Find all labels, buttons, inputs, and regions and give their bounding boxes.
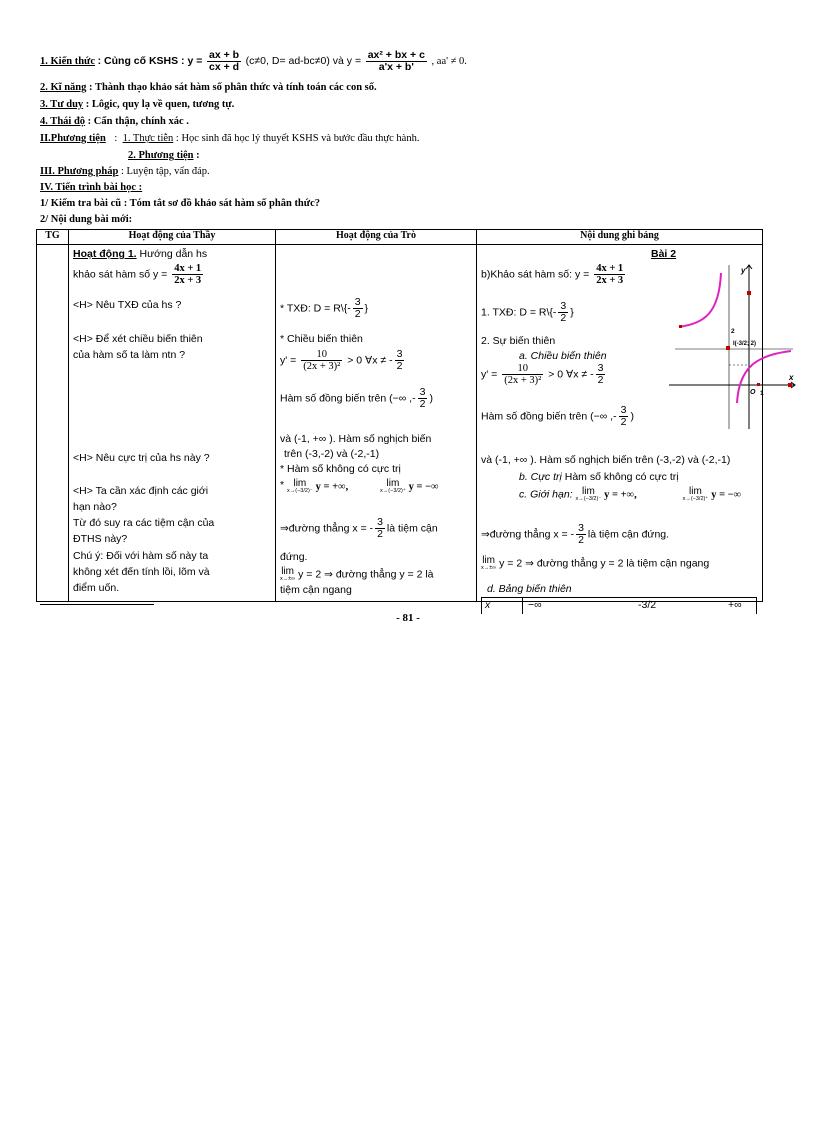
gb-nghich-bien: và (-1, +∞ ). Hàm số nghịch biến trên (-3,-2) và (-2,-1) bbox=[481, 454, 731, 466]
ki-nang-line bbox=[40, 82, 377, 93]
gb-gioi-han: c. Giới hạn: lim x→(−3/2)⁻ y = +∞, lim x→(−3/2)⁺ y = −∞ bbox=[519, 486, 742, 502]
phuong-tien-label: II.Phương tiện bbox=[40, 133, 106, 144]
page-number: - 81 - bbox=[396, 612, 420, 624]
phuong-phap-label: III. Phương pháp bbox=[40, 166, 119, 177]
thay-function-line: khảo sát hàm số y = $\frac{4x + 1}{2x + 3}$ bbox=[73, 263, 202, 287]
gb-su-bien-thien: 2. Sự biến thiên bbox=[481, 335, 556, 347]
note-line-2: không xét đến tính lồi, lõm và bbox=[73, 566, 210, 578]
graph-x-label: x bbox=[789, 373, 794, 382]
tu-duy-line bbox=[40, 99, 234, 110]
gb-tiem-can-dung: ⇒đường thẳng x = - $\frac{3}{2}$ là tiệm cận đứng. bbox=[481, 522, 670, 547]
tien-trinh-heading: IV. Tiến trình bài học : bbox=[40, 182, 143, 193]
gb-function-line: b)Khảo sát hàm số: y = $\frac{4x + 1}{2x + 3}$ bbox=[481, 263, 624, 287]
footnote-divider bbox=[40, 604, 154, 605]
tg-cell bbox=[37, 245, 69, 602]
gb-dong-bien: Hàm số đồng biến trên (−∞ ,- $\frac{3}{2}$ ) bbox=[481, 404, 634, 429]
thai-do-text: : Cẩn thận, chính xác . bbox=[87, 116, 189, 127]
question-tiem-can-2: ĐTHS này? bbox=[73, 533, 128, 545]
question-tiem-can-1: Từ đó suy ra các tiệm cận của bbox=[73, 517, 215, 529]
graph-y-label: y bbox=[741, 266, 746, 275]
question-cuc-tri: <H> Nêu cực trị của hs này ? bbox=[73, 452, 210, 464]
kien-thuc-fraction-1: $\frac{ax + b}{cx + d}$ bbox=[208, 49, 240, 74]
table-header-row bbox=[37, 230, 763, 245]
thuc-tien-label: : 1. Thực tiễn bbox=[114, 133, 174, 144]
kien-thuc-end: , aa' ≠ 0. bbox=[431, 55, 467, 67]
thuc-tien-text: : Học sinh đã học lý thuyết KSHS và bước đầu thực hành. bbox=[175, 133, 420, 144]
question-gioi-han-2: hạn nào? bbox=[73, 501, 117, 513]
phuong-phap-text: : Luyện tập, vấn đáp. bbox=[121, 166, 210, 177]
lesson-table bbox=[36, 229, 794, 611]
graph-two-label: 2 bbox=[731, 328, 735, 335]
thay-fraction: $\frac{4x + 1}{2x + 3}$ bbox=[174, 263, 202, 287]
kien-thuc-line bbox=[40, 50, 467, 73]
question-gioi-han-1: <H> Ta cần xác định các giới bbox=[73, 485, 209, 497]
variation-mid: -3/2 bbox=[638, 599, 657, 611]
hoat-dong-title: Hoạt động 1. Hướng dẫn hs bbox=[73, 248, 208, 260]
phuong-tien-2-text: : bbox=[196, 150, 200, 161]
gb-txd: 1. TXĐ: D = R\{- $\frac{3}{2}$ } bbox=[481, 300, 574, 325]
gb-cuc-tri: b. Cực trị Hàm số không có cực trị bbox=[519, 471, 679, 483]
graph-origin-label: O bbox=[750, 389, 756, 396]
tro-tiem-can-dung-end: đứng. bbox=[280, 551, 308, 563]
variation-plus-inf: +∞ bbox=[728, 599, 742, 611]
tro-limits: * lim x→(−3/2)⁻ y = +∞, lim x→(−3/2)⁺ y = −∞ bbox=[280, 478, 439, 494]
right-branch-curve bbox=[737, 351, 791, 403]
col-header-ghi-bang: Nội dung ghi bảng bbox=[477, 230, 763, 245]
kien-thuc-fraction-2: $\frac{\text{ax² + bx + c}}{a'x + b'}$ bbox=[367, 49, 425, 74]
graph-center-label: I(-3/2; 2) bbox=[733, 341, 757, 347]
col-header-thay: Hoạt động của Thầy bbox=[69, 230, 276, 245]
gb-tiem-can-ngang: lim x→±∞ y = 2 ⇒ đường thẳng y = 2 là tiệm cận ngang bbox=[481, 555, 710, 571]
tro-nghich-bien-2: trên (-3,-2) và (-2,-1) bbox=[284, 448, 380, 460]
phuong-phap-line bbox=[40, 166, 210, 177]
variation-x-label: x bbox=[485, 599, 491, 611]
col-header-tro: Hoạt động của Trò bbox=[276, 230, 477, 245]
gb-chieu-bien-thien: a. Chiều biến thiên bbox=[519, 350, 607, 362]
tu-duy-text: : Lôgic, quy lạ về quen, tương tự. bbox=[85, 99, 235, 110]
tro-dong-bien: Hàm số đồng biến trên (−∞ ,- $\frac{3}{2}$ ) bbox=[280, 386, 433, 411]
kien-thuc-text: : Củng cố KSHS : y = bbox=[97, 54, 203, 67]
tro-cell bbox=[276, 245, 477, 602]
bai-title: Bài 2 bbox=[651, 248, 677, 260]
note-line-1: Chú ý: Đối với hàm số này ta bbox=[73, 550, 209, 562]
note-line-3: điểm uốn. bbox=[73, 582, 120, 594]
function-graph bbox=[667, 261, 797, 431]
tro-cuc-tri: * Hàm số không có cực trị bbox=[280, 463, 401, 475]
gb-bang-bien-thien: d. Bảng biến thiên bbox=[487, 583, 572, 595]
tro-derivative: y' = $\frac{10}{\text{(2x + 3)²}}$ > 0 ∀x ≠ - $\frac{3}{2}$ bbox=[280, 348, 403, 373]
left-branch-curve bbox=[679, 273, 721, 327]
question-bien-thien-2: của hàm số ta làm ntn ? bbox=[73, 349, 186, 361]
ki-nang-label: 2. Kĩ năng bbox=[40, 82, 87, 93]
kien-thuc-condition: (c≠0, D= ad-bc≠0) và y = bbox=[245, 54, 362, 67]
tro-tiem-can-ngang: lim x→±∞ y = 2 ⇒ đường thẳng y = 2 là bbox=[280, 566, 434, 582]
tro-txd: * TXĐ: D = R\{- $\frac{3}{2}$ } bbox=[280, 296, 369, 321]
variation-minus-inf: −∞ bbox=[528, 599, 542, 611]
tro-chieu-bien-thien: * Chiều biến thiên bbox=[280, 333, 363, 345]
thai-do-line bbox=[40, 116, 189, 127]
thai-do-label: 4. Thái độ bbox=[40, 116, 86, 127]
phuong-tien-2-label: 2. Phương tiện bbox=[128, 150, 194, 161]
table-row bbox=[37, 245, 763, 602]
col-header-tg: TG bbox=[37, 230, 69, 245]
graph-one-label: 1 bbox=[760, 390, 764, 397]
tu-duy-label: 3. Tư duy bbox=[40, 99, 84, 110]
question-txd: <H> Nêu TXĐ của hs ? bbox=[73, 299, 182, 311]
gb-derivative: y' = $\frac{10}{\text{(2x + 3)²}}$ > 0 ∀x ≠ - $\frac{3}{2}$ bbox=[481, 362, 604, 387]
kien-thuc-label: 1. Kiến thức bbox=[40, 55, 96, 67]
tro-tiem-can-ngang-end: tiệm cận ngang bbox=[280, 584, 352, 596]
question-bien-thien-1: <H> Để xét chiều biến thiên bbox=[73, 333, 203, 345]
tro-tiem-can-dung: ⇒đường thẳng x = - $\frac{3}{2}$ là tiệm cận bbox=[280, 516, 438, 541]
phuong-tien-2-line bbox=[128, 150, 200, 161]
thay-cell bbox=[69, 245, 276, 602]
ghi-bang-cell bbox=[477, 245, 794, 611]
phuong-tien-line bbox=[40, 133, 419, 144]
tro-nghich-bien-1: và (-1, +∞ ). Hàm số nghịch biến bbox=[280, 433, 432, 445]
noi-dung-heading: 2/ Nội dung bài mới: bbox=[40, 214, 133, 225]
kiem-tra-heading: 1/ Kiểm tra bài cũ : Tóm tắt sơ đồ khảo sát hàm số phân thức? bbox=[40, 198, 320, 209]
ki-nang-text: : Thành thạo khảo sát hàm số phân thức và tính toán các con số. bbox=[89, 82, 377, 93]
